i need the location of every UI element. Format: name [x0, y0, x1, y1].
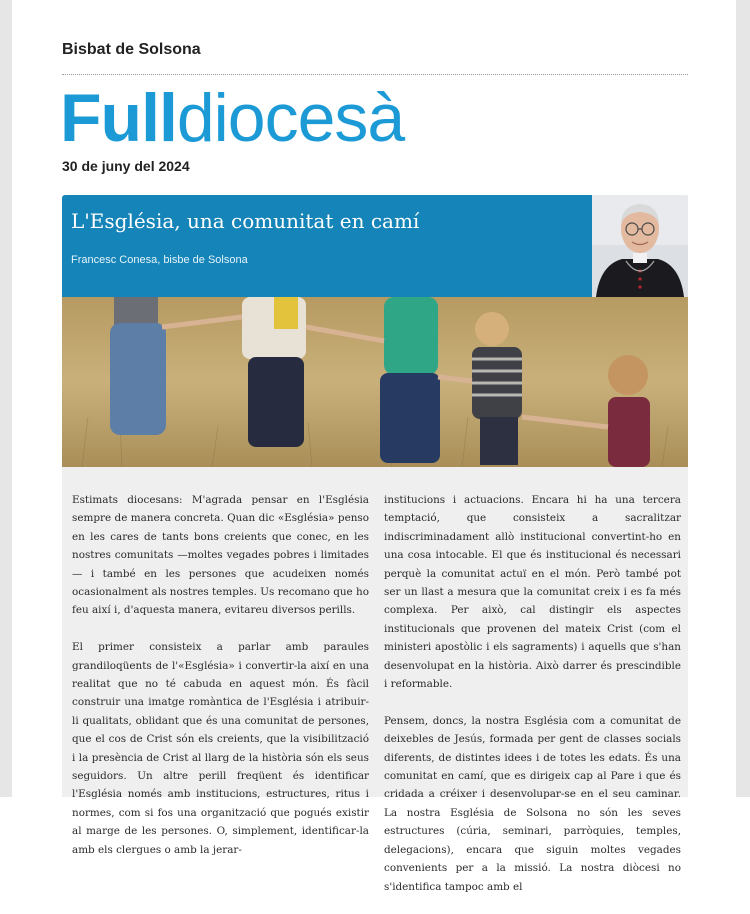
viewer-left-edge [0, 0, 12, 797]
newsletter-page [12, 0, 736, 893]
article-body [62, 467, 688, 893]
paragraph: institucions i actuacions. Encara hi ha una tercera temptació, que consisteix a sacralitzar indiscriminadament allò institucional convertint-ho en una cosa intocable. El que és institucional és necessari perquè la comunitat actuï en el món. Però també pot ser un llast a mesura que la comunitat creix i es fa més complexa. Per això, cal distingir els aspectes institucionals que provenen del mateix Crist (com el ministeri apostòlic i els sagraments) i aquells que s'han desenvolupat en la història. Això darrer és prescindible i reformable. [384, 494, 681, 691]
header-divider [62, 74, 688, 75]
viewer-right-edge [736, 0, 750, 797]
masthead-light: diocesà [176, 80, 405, 156]
publisher-name: Bisbat de Solsona [62, 41, 201, 58]
column-left [72, 491, 369, 878]
column-right [384, 491, 681, 914]
paragraph: El primer consisteix a parlar amb paraules grandiloqüents de l'«Església» i convertir-la així en una realitat que no té cabuda en aquest món. És fàcil construir una imatge romàntica de l'Església i atribuir-li qualitats, oblidant que és una comunitat de persones, que el cos de Crist són els creients, que la visibilització i la presència de Crist al llarg de la història són els seus seguidors. Un altre perill freqüent és identificar l'Església només amb institucions, estructures, ritus i normes, com si fos una organització que pogués existir al marge de les persones. O, simplement, identificar-la amb els clergues o amb la jerar- [72, 641, 369, 856]
article-banner [62, 195, 688, 297]
children-field-photo [62, 297, 688, 467]
author-portrait [592, 195, 688, 297]
paragraph: Estimats diocesans: M'agrada pensar en l'Església sempre de manera concreta. Quan dic «Església» penso en les cares de tants bons creients que conec, en les nostres comunitats —moltes vegades pobres i limitades— i també en les persones que acudeixen només ocasionalment als nostres temples. Us recomano que ho feu així i, d'aquesta manera, evitareu diversos perills. [72, 494, 369, 617]
issue-date: 30 de juny del 2024 [62, 158, 190, 174]
paragraph: Pensem, doncs, la nostra Església com a comunitat de deixebles de Jesús, formada per gent de classes socials diferents, de distintes idees i de totes les edats. És una comunitat en camí, que es dirigeix cap al Pare i que és cridada a créixer i desenvolupar-se en el seu caminar. La nostra Església de Solsona no són les seves estructures (cúria, seminari, parròquies, temples, delegacions), encara que siguin moltes vegades convenients per a la missió. La nostra diòcesi no s'identifica tampoc amb el [384, 714, 681, 893]
article-title: L'Església, una comunitat en camí [71, 209, 420, 233]
article-author: Francesc Conesa, bisbe de Solsona [71, 254, 248, 266]
masthead-logo [60, 80, 404, 156]
masthead-bold: Full [60, 80, 177, 156]
